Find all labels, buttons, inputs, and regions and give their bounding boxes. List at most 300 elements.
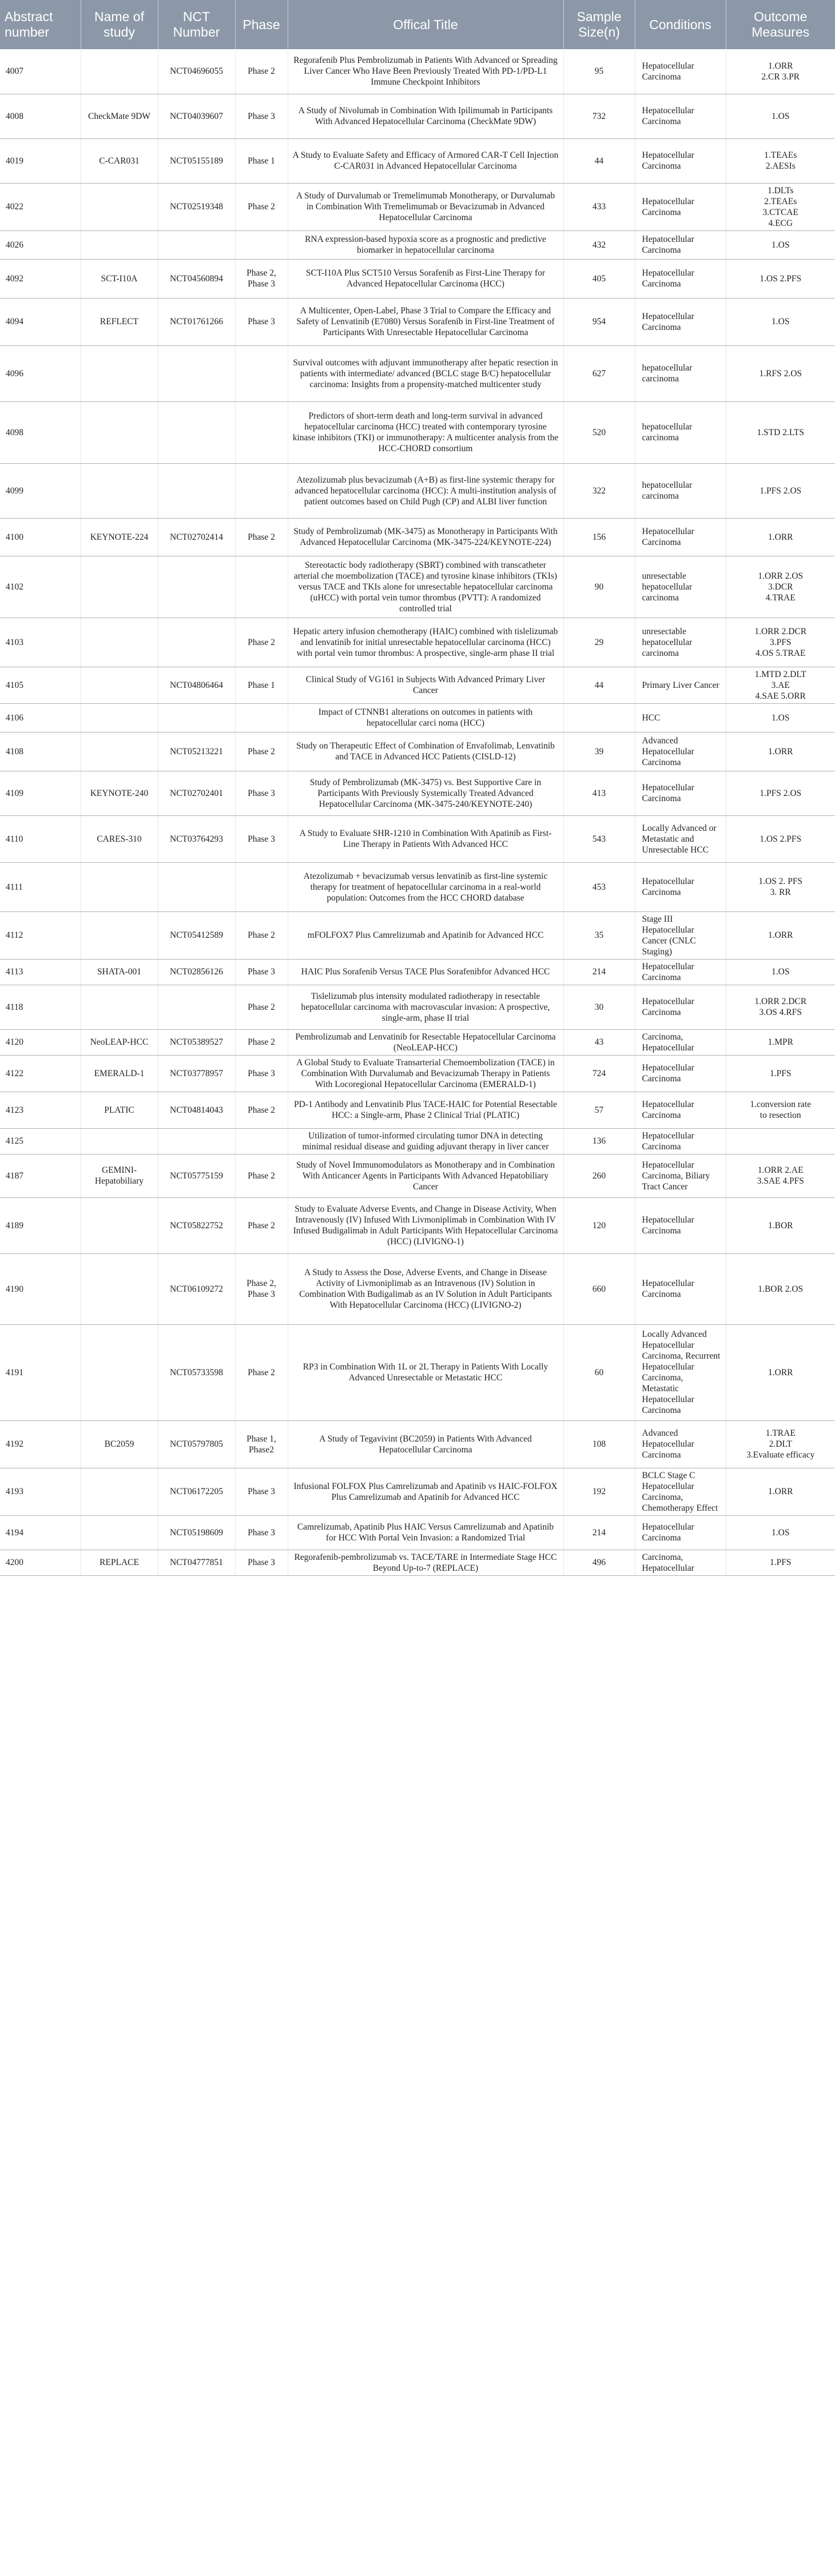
cell-phase [235, 230, 288, 259]
cell-study-name: C-CAR031 [81, 138, 158, 183]
cell-nct-number: NCT04696055 [158, 49, 235, 94]
table-row [0, 815, 835, 862]
table-row [0, 1092, 835, 1128]
cell-conditions: Hepatocellular Carcinoma [635, 298, 726, 345]
cell-nct-number: NCT06109272 [158, 1253, 235, 1324]
cell-official-title: PD-1 Antibody and Lenvatinib Plus TACE-HAIC for Potential Resectable HCC: a Single-arm, Phase 2 Clinical Trial (PLATIC) [288, 1092, 563, 1128]
cell-sample-size: 90 [563, 556, 635, 618]
cell-official-title: mFOLFOX7 Plus Camrelizumab and Apatinib for Advanced HCC [288, 911, 563, 959]
cell-conditions: Hepatocellular Carcinoma [635, 1197, 726, 1253]
table-row [0, 1029, 835, 1055]
cell-outcome-measures: 1.PFS [726, 1550, 835, 1575]
cell-outcome-measures: 1.ORR 2.CR 3.PR [726, 49, 835, 94]
cell-sample-size: 136 [563, 1128, 635, 1154]
cell-phase: Phase 2 [235, 49, 288, 94]
cell-sample-size: 627 [563, 345, 635, 401]
cell-abstract-number: 4191 [0, 1324, 81, 1420]
cell-sample-size: 496 [563, 1550, 635, 1575]
cell-phase: Phase 3 [235, 1055, 288, 1092]
cell-phase: Phase 2 [235, 911, 288, 959]
table-row [0, 345, 835, 401]
cell-official-title: HAIC Plus Sorafenib Versus TACE Plus Sorafenibfor Advanced HCC [288, 959, 563, 985]
cell-nct-number [158, 556, 235, 618]
header-phase: Phase [235, 0, 288, 49]
table-row [0, 703, 835, 732]
table-row [0, 771, 835, 815]
cell-phase: Phase 1, Phase2 [235, 1420, 288, 1468]
cell-sample-size: 44 [563, 138, 635, 183]
cell-sample-size: 57 [563, 1092, 635, 1128]
cell-nct-number: NCT03764293 [158, 815, 235, 862]
cell-conditions: Hepatocellular Carcinoma [635, 771, 726, 815]
cell-study-name [81, 862, 158, 911]
cell-study-name [81, 703, 158, 732]
cell-abstract-number: 4122 [0, 1055, 81, 1092]
cell-abstract-number: 4103 [0, 618, 81, 667]
table-row [0, 298, 835, 345]
cell-outcome-measures [726, 1128, 835, 1154]
cell-official-title: Study of Pembrolizumab (MK-3475) as Monotherapy in Participants With Advanced Hepatocellular Carcinoma (MK-3475-224/KEYNOTE-224) [288, 518, 563, 556]
cell-sample-size: 120 [563, 1197, 635, 1253]
cell-official-title: A Study of Nivolumab in Combination With Ipilimumab in Participants With Advanced Hepatocellular Carcinoma (CheckMate 9DW) [288, 94, 563, 138]
cell-abstract-number: 4189 [0, 1197, 81, 1253]
cell-conditions: Hepatocellular Carcinoma [635, 1055, 726, 1092]
cell-official-title: Utilization of tumor-informed circulating tumor DNA in detecting minimal residual disease and guiding adjuvant therapy in liver cancer [288, 1128, 563, 1154]
cell-outcome-measures: 1.ORR [726, 518, 835, 556]
cell-official-title: Impact of CTNNB1 alterations on outcomes in patients with hepatocellular carci noma (HCC) [288, 703, 563, 732]
header-sample-size: Sample Size(n) [563, 0, 635, 49]
cell-official-title: Camrelizumab, Apatinib Plus HAIC Versus Camrelizumab and Apatinib for HCC With Portal Vein Invasion: a Randomized Trial [288, 1515, 563, 1550]
table-row [0, 94, 835, 138]
cell-sample-size: 192 [563, 1468, 635, 1515]
cell-official-title: SCT-I10A Plus SCT510 Versus Sorafenib as First-Line Therapy for Advanced Hepatocellular Carcinoma (HCC) [288, 259, 563, 298]
cell-official-title: Regorafenib-pembrolizumab vs. TACE/TARE in Intermediate Stage HCC Beyond Up-to-7 (REPLACE) [288, 1550, 563, 1575]
cell-outcome-measures: 1.ORR 2.OS 3.DCR 4.TRAE [726, 556, 835, 618]
cell-abstract-number: 4098 [0, 401, 81, 463]
cell-phase: Phase 3 [235, 815, 288, 862]
cell-conditions: Carcinoma, Hepatocellular [635, 1550, 726, 1575]
cell-official-title: Clinical Study of VG161 in Subjects With Advanced Primary Liver Cancer [288, 667, 563, 703]
cell-conditions: Hepatocellular Carcinoma [635, 1515, 726, 1550]
table-row [0, 618, 835, 667]
cell-phase: Phase 3 [235, 1550, 288, 1575]
cell-phase: Phase 3 [235, 959, 288, 985]
cell-conditions: Hepatocellular Carcinoma [635, 862, 726, 911]
cell-outcome-measures: 1.BOR 2.OS [726, 1253, 835, 1324]
cell-nct-number: NCT04814043 [158, 1092, 235, 1128]
table-row [0, 401, 835, 463]
cell-sample-size: 954 [563, 298, 635, 345]
cell-sample-size: 95 [563, 49, 635, 94]
cell-nct-number: NCT04039607 [158, 94, 235, 138]
header-name-of-study: Name of study [81, 0, 158, 49]
table-row [0, 518, 835, 556]
cell-outcome-measures: 1.OS 2.PFS [726, 259, 835, 298]
cell-abstract-number: 4102 [0, 556, 81, 618]
cell-abstract-number: 4123 [0, 1092, 81, 1128]
cell-abstract-number: 4022 [0, 183, 81, 230]
cell-abstract-number: 4100 [0, 518, 81, 556]
table-header [0, 0, 835, 49]
cell-outcome-measures: 1.OS [726, 703, 835, 732]
table-row [0, 1550, 835, 1575]
cell-study-name [81, 1253, 158, 1324]
cell-official-title: Study of Pembrolizumab (MK-3475) vs. Best Supportive Care in Participants With Previously Systemically Treated Advanced Hepatocellular Carcinoma (MK-3475-240/KEYNOTE-240) [288, 771, 563, 815]
cell-official-title: A Study to Assess the Dose, Adverse Events, and Change in Disease Activity of Livmoniplimab as an Intravenous (IV) Solution in Combination With Budigalimab as an IV Solution in Adult Participants With Hepatocellular Carcinoma (HCC) (LIVIGNO-2) [288, 1253, 563, 1324]
cell-phase: Phase 3 [235, 1515, 288, 1550]
cell-official-title: A Study to Evaluate SHR-1210 in Combination With Apatinib as First-Line Therapy in Patients With Advanced HCC [288, 815, 563, 862]
table-body [0, 49, 835, 1575]
header-outcome-measures: Outcome Measures [751, 9, 810, 39]
cell-nct-number: NCT05198609 [158, 1515, 235, 1550]
cell-study-name [81, 1515, 158, 1550]
cell-nct-number [158, 345, 235, 401]
cell-conditions: Hepatocellular Carcinoma [635, 518, 726, 556]
table-row [0, 463, 835, 518]
cell-nct-number: NCT02702414 [158, 518, 235, 556]
table-row [0, 183, 835, 230]
cell-abstract-number: 4092 [0, 259, 81, 298]
table-row [0, 259, 835, 298]
cell-study-name: EMERALD-1 [81, 1055, 158, 1092]
cell-nct-number [158, 401, 235, 463]
cell-conditions: Hepatocellular Carcinoma [635, 959, 726, 985]
cell-study-name [81, 49, 158, 94]
cell-phase: Phase 3 [235, 1468, 288, 1515]
cell-sample-size: 322 [563, 463, 635, 518]
cell-sample-size: 30 [563, 985, 635, 1029]
cell-official-title: Pembrolizumab and Lenvatinib for Resectable Hepatocellular Carcinoma (NeoLEAP-HCC) [288, 1029, 563, 1055]
cell-nct-number: NCT04777851 [158, 1550, 235, 1575]
cell-official-title: Tislelizumab plus intensity modulated radiotherapy in resectable hepatocellular carcinoma with macrovascular invasion: A prospective, single-arm, phase II trial [288, 985, 563, 1029]
cell-outcome-measures: 1.OS [726, 230, 835, 259]
cell-nct-number [158, 463, 235, 518]
cell-official-title: Study on Therapeutic Effect of Combination of Envafolimab, Lenvatinib and TACE in Advanced HCC Patients (CISLD-12) [288, 732, 563, 771]
cell-outcome-measures: 1.ORR [726, 1324, 835, 1420]
cell-abstract-number: 4110 [0, 815, 81, 862]
cell-phase [235, 1128, 288, 1154]
cell-nct-number: NCT03778957 [158, 1055, 235, 1092]
cell-study-name: CheckMate 9DW [81, 94, 158, 138]
cell-abstract-number: 4094 [0, 298, 81, 345]
cell-nct-number: NCT02856126 [158, 959, 235, 985]
cell-official-title: A Study of Durvalumab or Tremelimumab Monotherapy, or Durvalumab in Combination With Tremelimumab or Bevacizumab in Advanced Hepatocellular Carcinoma [288, 183, 563, 230]
cell-official-title: Stereotactic body radiotherapy (SBRT) combined with transcatheter arterial che moembolization (TACE) and tyrosine kinase inhibitors (TKIs) versus TACE and TKIs alone for unresectable hepatocellular carcinoma (uHCC) with portal vein tumor thrombus (PVTT): A randomized controlled trial [288, 556, 563, 618]
cell-outcome-measures: 1.ORR 2.DCR 3.OS 4.RFS [726, 985, 835, 1029]
table-row [0, 49, 835, 94]
cell-study-name: BC2059 [81, 1420, 158, 1468]
cell-study-name: CARES-310 [81, 815, 158, 862]
header-conditions: Conditions [635, 0, 726, 49]
cell-outcome-measures: 1.conversion rate to resection [726, 1092, 835, 1128]
table-row [0, 911, 835, 959]
cell-conditions: Advanced Hepatocellular Carcinoma [635, 1420, 726, 1468]
cell-study-name [81, 1197, 158, 1253]
cell-nct-number: NCT05155189 [158, 138, 235, 183]
table-row [0, 1128, 835, 1154]
cell-conditions: hepatocellular carcinoma [635, 463, 726, 518]
cell-abstract-number: 4187 [0, 1154, 81, 1197]
cell-sample-size: 260 [563, 1154, 635, 1197]
cell-conditions: hepatocellular carcinoma [635, 345, 726, 401]
cell-abstract-number: 4105 [0, 667, 81, 703]
table-row [0, 1468, 835, 1515]
cell-study-name [81, 667, 158, 703]
cell-sample-size: 660 [563, 1253, 635, 1324]
cell-sample-size: 43 [563, 1029, 635, 1055]
table-row [0, 985, 835, 1029]
cell-conditions: Locally Advanced Hepatocellular Carcinoma, Recurrent Hepatocellular Carcinoma, Metastatic Hepatocellular Carcinoma [635, 1324, 726, 1420]
cell-sample-size: 520 [563, 401, 635, 463]
table-row [0, 1420, 835, 1468]
cell-abstract-number: 4113 [0, 959, 81, 985]
cell-official-title: RP3 in Combination With 1L or 2L Therapy in Patients With Locally Advanced Unresectable or Metastatic HCC [288, 1324, 563, 1420]
cell-official-title: Hepatic artery infusion chemotherapy (HAIC) combined with tislelizumab and lenvatinib for initial unresectable hepatocellular carcinoma (HCC) with portal vein tumor thrombus: A prospective, single-arm phase II trial [288, 618, 563, 667]
table-row [0, 1154, 835, 1197]
cell-sample-size: 405 [563, 259, 635, 298]
cell-abstract-number: 4190 [0, 1253, 81, 1324]
cell-nct-number: NCT06172205 [158, 1468, 235, 1515]
cell-study-name: GEMINI-Hepatobiliary [81, 1154, 158, 1197]
cell-conditions: Primary Liver Cancer [635, 667, 726, 703]
cell-official-title: Survival outcomes with adjuvant immunotherapy after hepatic resection in patients with intermediate/ advanced (BCLC stage B/C) hepatocellular carcinoma: Insights from a propensity-matched multicenter study [288, 345, 563, 401]
cell-outcome-measures: 1.MTD 2.DLT 3.AE 4.SAE 5.ORR [726, 667, 835, 703]
cell-conditions: unresectable hepatocellular carcinoma [635, 556, 726, 618]
cell-phase: Phase 2 [235, 1029, 288, 1055]
cell-phase: Phase 2 [235, 1324, 288, 1420]
cell-sample-size [563, 703, 635, 732]
cell-phase [235, 862, 288, 911]
cell-conditions: unresectable hepatocellular carcinoma [635, 618, 726, 667]
cell-nct-number: NCT05733598 [158, 1324, 235, 1420]
cell-outcome-measures: 1.ORR [726, 732, 835, 771]
cell-outcome-measures: 1.DLTs 2.TEAEs 3.CTCAE 4.ECG [726, 183, 835, 230]
cell-nct-number: NCT05822752 [158, 1197, 235, 1253]
cell-abstract-number: 4096 [0, 345, 81, 401]
cell-phase [235, 463, 288, 518]
cell-study-name [81, 618, 158, 667]
cell-outcome-measures: 1.OS [726, 298, 835, 345]
cell-outcome-measures: 1.TEAEs 2.AESIs [726, 138, 835, 183]
cell-outcome-measures: 1.PFS 2.OS [726, 463, 835, 518]
cell-sample-size: 108 [563, 1420, 635, 1468]
cell-outcome-measures: 1.TRAE 2.DLT 3.Evaluate efficacy [726, 1420, 835, 1468]
cell-nct-number [158, 703, 235, 732]
cell-conditions: Hepatocellular Carcinoma [635, 1253, 726, 1324]
cell-sample-size: 413 [563, 771, 635, 815]
cell-phase: Phase 2 [235, 1197, 288, 1253]
cell-study-name: NeoLEAP-HCC [81, 1029, 158, 1055]
cell-nct-number: NCT04560894 [158, 259, 235, 298]
cell-study-name [81, 345, 158, 401]
cell-sample-size: 156 [563, 518, 635, 556]
header-abstract-number: Abstract number [0, 0, 81, 49]
cell-official-title: A Study of Tegavivint (BC2059) in Patients With Advanced Hepatocellular Carcinoma [288, 1420, 563, 1468]
cell-conditions: Hepatocellular Carcinoma [635, 259, 726, 298]
cell-conditions: Hepatocellular Carcinoma [635, 230, 726, 259]
cell-conditions: Stage III Hepatocellular Cancer (CNLC Staging) [635, 911, 726, 959]
cell-abstract-number: 4111 [0, 862, 81, 911]
cell-study-name [81, 985, 158, 1029]
cell-official-title: Study of Novel Immunomodulators as Monotherapy and in Combination With Anticancer Agents in Participants With Advanced Hepatobiliary Cancer [288, 1154, 563, 1197]
cell-sample-size: 60 [563, 1324, 635, 1420]
cell-nct-number: NCT05213221 [158, 732, 235, 771]
cell-study-name: REFLECT [81, 298, 158, 345]
cell-abstract-number: 4026 [0, 230, 81, 259]
cell-conditions: Hepatocellular Carcinoma [635, 985, 726, 1029]
cell-outcome-measures: 1.MPR [726, 1029, 835, 1055]
cell-sample-size: 214 [563, 1515, 635, 1550]
cell-phase: Phase 2 [235, 618, 288, 667]
cell-conditions: Hepatocellular Carcinoma [635, 49, 726, 94]
cell-nct-number: NCT02519348 [158, 183, 235, 230]
table-row [0, 138, 835, 183]
header-official-title: Offical Title [288, 0, 563, 49]
cell-sample-size: 35 [563, 911, 635, 959]
table-row [0, 556, 835, 618]
cell-nct-number: NCT01761266 [158, 298, 235, 345]
cell-abstract-number: 4007 [0, 49, 81, 94]
cell-conditions: Hepatocellular Carcinoma [635, 138, 726, 183]
table-row [0, 1197, 835, 1253]
cell-phase: Phase 3 [235, 94, 288, 138]
cell-study-name: REPLACE [81, 1550, 158, 1575]
cell-phase: Phase 1 [235, 138, 288, 183]
cell-phase: Phase 2 [235, 518, 288, 556]
cell-study-name: KEYNOTE-224 [81, 518, 158, 556]
cell-phase: Phase 2 [235, 1154, 288, 1197]
cell-outcome-measures: 1.OS 2. PFS 3. RR [726, 862, 835, 911]
cell-study-name [81, 183, 158, 230]
cell-phase [235, 556, 288, 618]
table-row [0, 732, 835, 771]
cell-abstract-number: 4120 [0, 1029, 81, 1055]
cell-sample-size: 214 [563, 959, 635, 985]
cell-phase: Phase 3 [235, 298, 288, 345]
cell-sample-size: 724 [563, 1055, 635, 1092]
cell-abstract-number: 4106 [0, 703, 81, 732]
table-row [0, 1055, 835, 1092]
cell-conditions: Hepatocellular Carcinoma [635, 1092, 726, 1128]
cell-outcome-measures: 1.PFS 2.OS [726, 771, 835, 815]
cell-official-title: Atezolizumab + bevacizumab versus lenvatinib as first-line systemic therapy for treatment of hepatocellular carcinoma in a real-world population: Outcomes from the HCC CHORD database [288, 862, 563, 911]
cell-conditions: Carcinoma, Hepatocellular [635, 1029, 726, 1055]
cell-abstract-number: 4193 [0, 1468, 81, 1515]
cell-abstract-number: 4112 [0, 911, 81, 959]
cell-official-title: Atezolizumab plus bevacizumab (A+B) as first-line systemic therapy for advanced hepatocellular carcinoma (HCC): A multi-institution analysis of patient outcomes based on Child Pugh (CP) and ALBI liver function [288, 463, 563, 518]
cell-official-title: Study to Evaluate Adverse Events, and Change in Disease Activity, When Intravenously (IV) Infused With Livmoniplimab in Combination With IV Infused Budigalimab in Adult Participants With Hepatocellular Carcinoma (HCC) (LIVIGNO-1) [288, 1197, 563, 1253]
cell-outcome-measures: 1.ORR [726, 911, 835, 959]
header-row [0, 0, 835, 49]
cell-abstract-number: 4008 [0, 94, 81, 138]
table-row [0, 862, 835, 911]
cell-outcome-measures: 1.RFS 2.OS [726, 345, 835, 401]
cell-nct-number: NCT05775159 [158, 1154, 235, 1197]
cell-sample-size: 44 [563, 667, 635, 703]
cell-phase [235, 345, 288, 401]
cell-outcome-measures: 1.OS [726, 959, 835, 985]
cell-study-name [81, 230, 158, 259]
cell-phase: Phase 2 [235, 183, 288, 230]
cell-nct-number: NCT04806464 [158, 667, 235, 703]
cell-nct-number [158, 230, 235, 259]
cell-study-name [81, 732, 158, 771]
cell-nct-number: NCT05389527 [158, 1029, 235, 1055]
cell-sample-size: 39 [563, 732, 635, 771]
cell-abstract-number: 4194 [0, 1515, 81, 1550]
cell-outcome-measures: 1.BOR [726, 1197, 835, 1253]
cell-sample-size: 453 [563, 862, 635, 911]
cell-phase: Phase 2, Phase 3 [235, 259, 288, 298]
cell-study-name [81, 556, 158, 618]
cell-nct-number [158, 618, 235, 667]
cell-abstract-number: 4125 [0, 1128, 81, 1154]
cell-outcome-measures: 1.ORR 2.AE 3.SAE 4.PFS [726, 1154, 835, 1197]
cell-conditions: HCC [635, 703, 726, 732]
cell-sample-size: 432 [563, 230, 635, 259]
cell-study-name [81, 1128, 158, 1154]
cell-study-name [81, 911, 158, 959]
cell-study-name: SCT-I10A [81, 259, 158, 298]
cell-conditions: BCLC Stage C Hepatocellular Carcinoma, Chemotherapy Effect [635, 1468, 726, 1515]
cell-abstract-number: 4019 [0, 138, 81, 183]
cell-phase: Phase 2 [235, 732, 288, 771]
cell-outcome-measures: 1.OS [726, 94, 835, 138]
cell-conditions: Hepatocellular Carcinoma, Biliary Tract Cancer [635, 1154, 726, 1197]
cell-sample-size: 29 [563, 618, 635, 667]
cell-nct-number: NCT05797805 [158, 1420, 235, 1468]
cell-conditions: Hepatocellular Carcinoma [635, 94, 726, 138]
cell-phase: Phase 2 [235, 1092, 288, 1128]
cell-abstract-number: 4108 [0, 732, 81, 771]
cell-conditions: Advanced Hepatocellular Carcinoma [635, 732, 726, 771]
cell-sample-size: 732 [563, 94, 635, 138]
cell-study-name: KEYNOTE-240 [81, 771, 158, 815]
cell-conditions: Hepatocellular Carcinoma [635, 183, 726, 230]
table-row [0, 230, 835, 259]
cell-conditions: hepatocellular carcinoma [635, 401, 726, 463]
cell-nct-number: NCT05412589 [158, 911, 235, 959]
cell-official-title: A Study to Evaluate Safety and Efficacy of Armored CAR-T Cell Injection C-CAR031 in Advanced Hepatocellular Carcinoma [288, 138, 563, 183]
cell-official-title: Infusional FOLFOX Plus Camrelizumab and Apatinib vs HAIC-FOLFOX Plus Camrelizumab and Apatinib for Advanced HCC [288, 1468, 563, 1515]
cell-phase: Phase 3 [235, 771, 288, 815]
cell-study-name [81, 401, 158, 463]
cell-abstract-number: 4118 [0, 985, 81, 1029]
cell-nct-number [158, 1128, 235, 1154]
cell-outcome-measures: 1.ORR 2.DCR 3.PFS 4.OS 5.TRAE [726, 618, 835, 667]
cell-phase: Phase 1 [235, 667, 288, 703]
cell-abstract-number: 4109 [0, 771, 81, 815]
cell-outcome-measures: 1.OS [726, 1515, 835, 1550]
cell-official-title: RNA expression-based hypoxia score as a prognostic and predictive biomarker in hepatocellular carcinoma [288, 230, 563, 259]
cell-sample-size: 433 [563, 183, 635, 230]
table-row [0, 1324, 835, 1420]
cell-official-title: A Multicenter, Open-Label, Phase 3 Trial to Compare the Efficacy and Safety of Lenvatinib (E7080) Versus Sorafenib in First-line Treatment of Participants With Unresectable Hepatocellular Carcinoma [288, 298, 563, 345]
cell-conditions: Hepatocellular Carcinoma [635, 1128, 726, 1154]
cell-phase: Phase 2 [235, 985, 288, 1029]
cell-nct-number [158, 985, 235, 1029]
table-row [0, 1515, 835, 1550]
cell-nct-number [158, 862, 235, 911]
cell-official-title: A Global Study to Evaluate Transarterial Chemoembolization (TACE) in Combination With Durvalumab and Bevacizumab Therapy in Patients With Locoregional Hepatocellular Carcinoma (EMERALD-1) [288, 1055, 563, 1092]
cell-conditions: Locally Advanced or Metastatic and Unresectable HCC [635, 815, 726, 862]
cell-study-name: PLATIC [81, 1092, 158, 1128]
cell-study-name [81, 463, 158, 518]
cell-outcome-measures: 1.PFS [726, 1055, 835, 1092]
cell-abstract-number: 4099 [0, 463, 81, 518]
cell-study-name [81, 1324, 158, 1420]
cell-sample-size: 543 [563, 815, 635, 862]
